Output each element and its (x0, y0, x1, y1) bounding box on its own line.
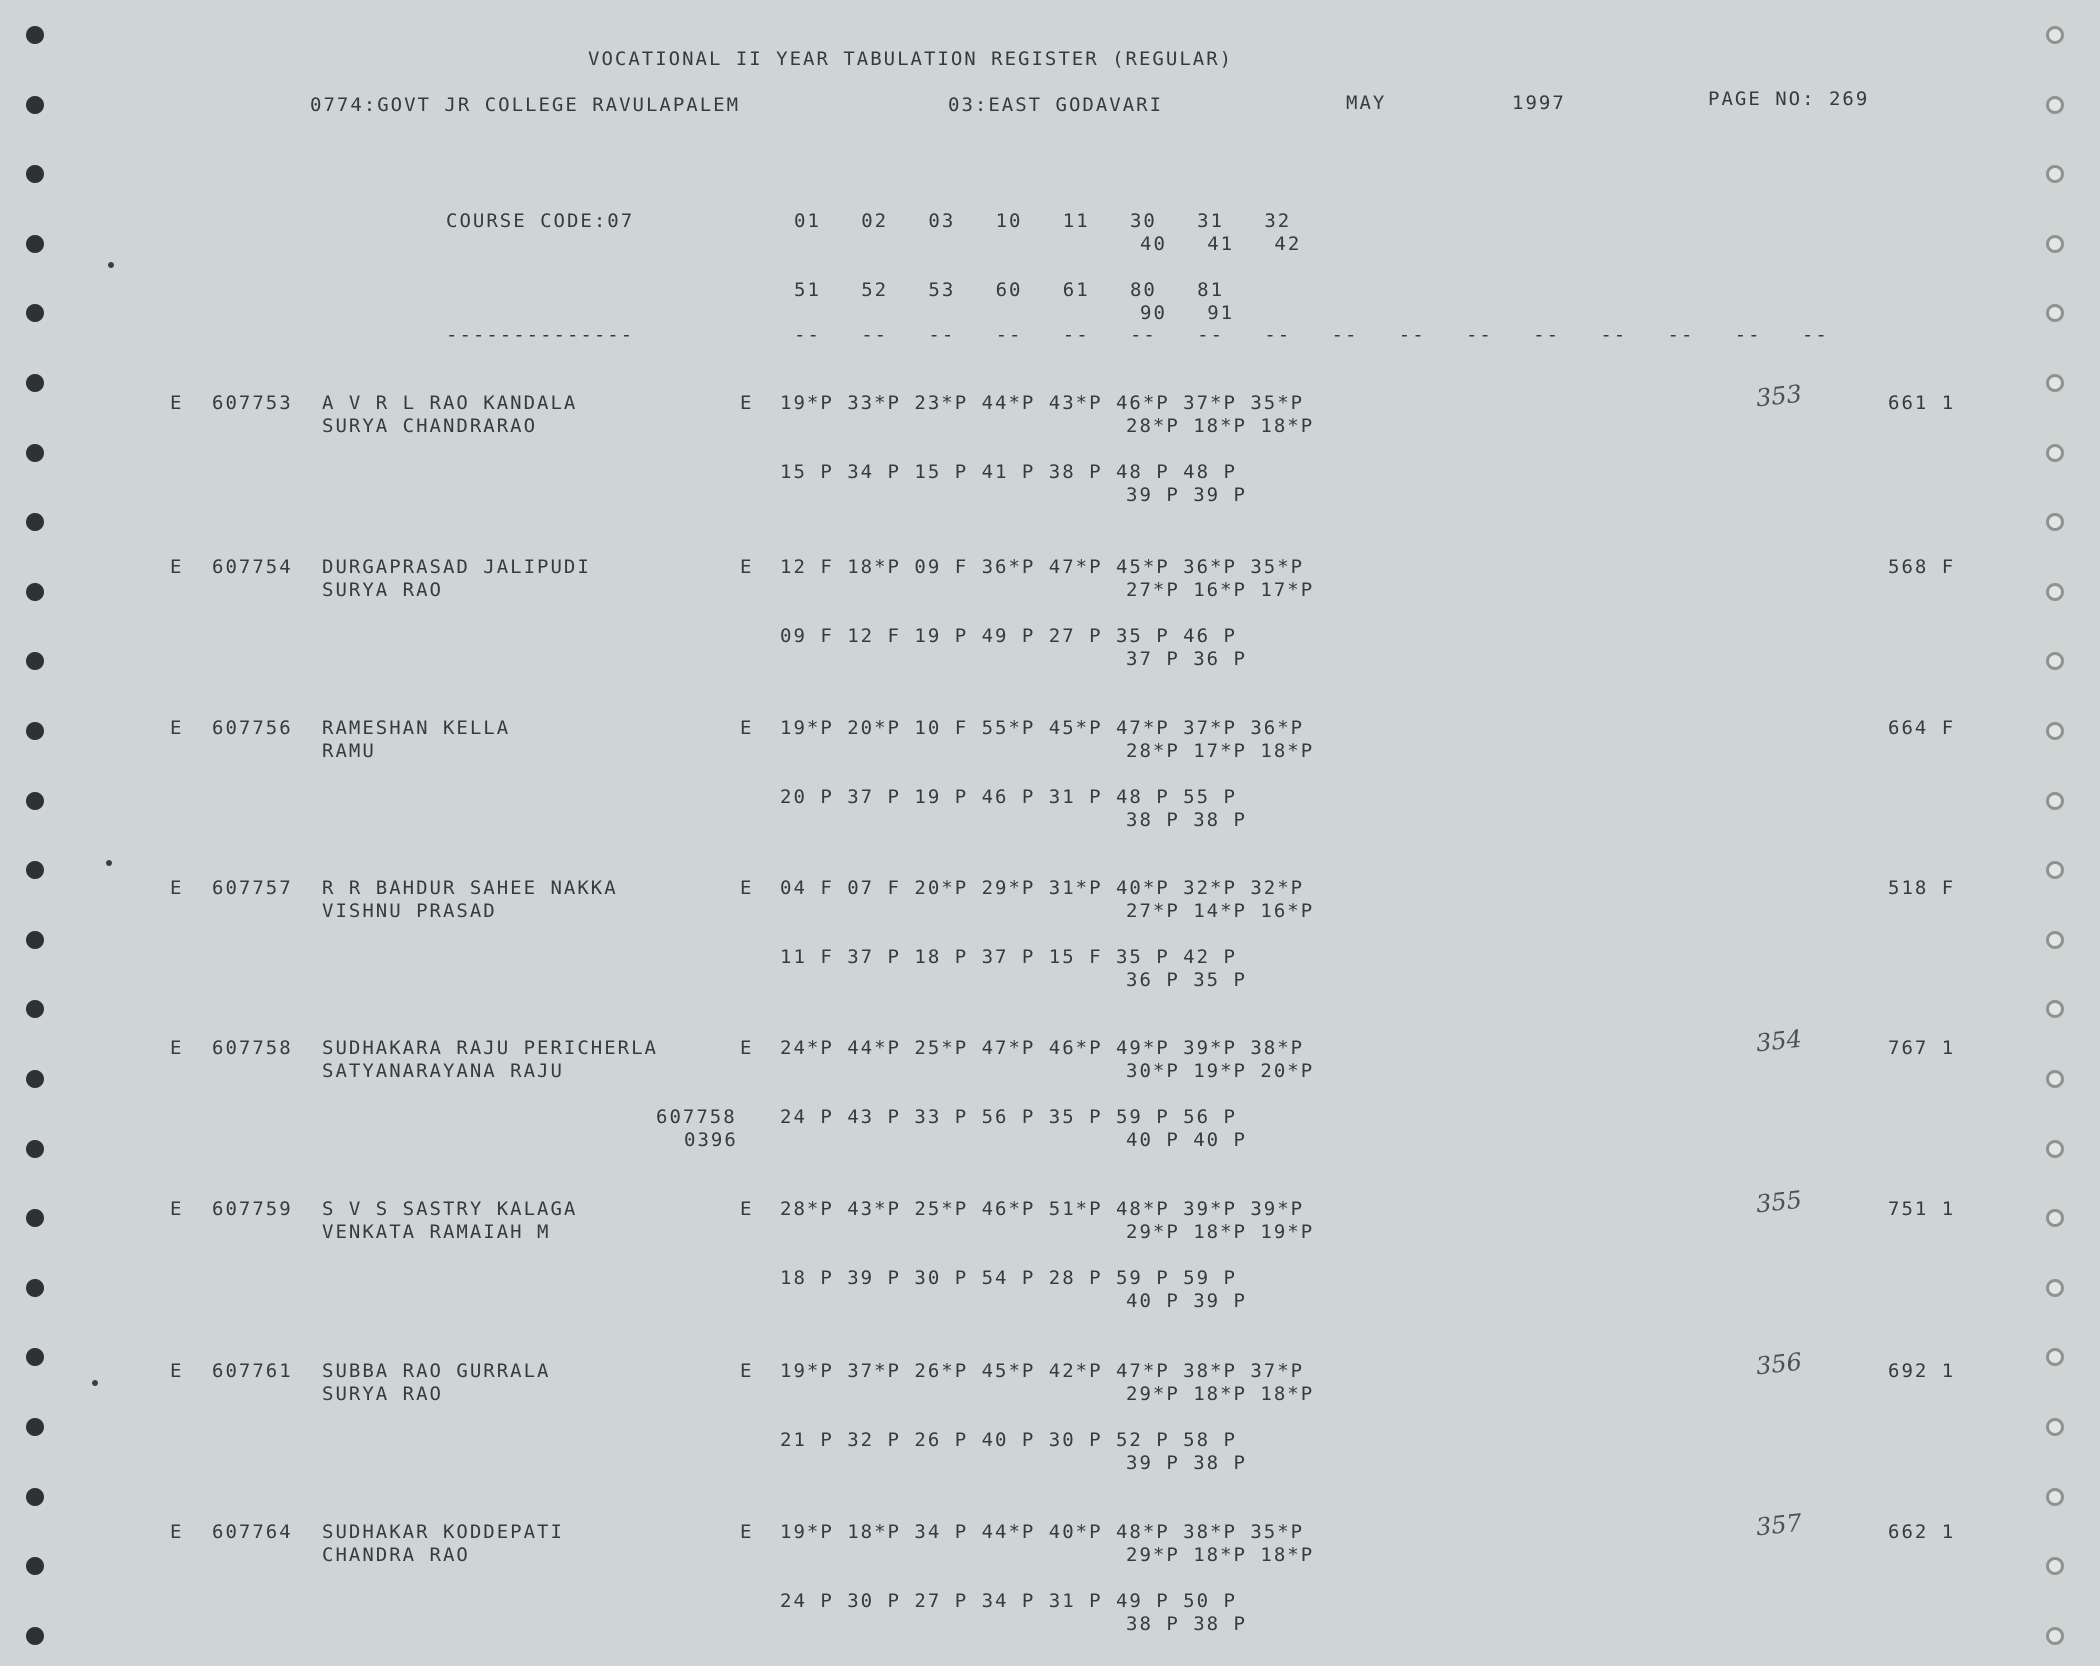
register-title: VOCATIONAL II YEAR TABULATION REGISTER (REGULAR) (588, 48, 1234, 70)
marks-second-line: 20 P 37 P 19 P 46 P 31 P 48 P 55 P (780, 786, 1237, 808)
sprocket-hole (26, 235, 44, 253)
group-code: E (740, 717, 754, 739)
sprocket-hole (26, 861, 44, 879)
sprocket-hole (2046, 1209, 2064, 1227)
marks-second-line: 24 P 43 P 33 P 56 P 35 P 59 P 56 P (780, 1106, 1237, 1128)
ink-spot (106, 860, 112, 866)
handwritten-serial-number: 354 (1754, 1024, 1804, 1058)
sprocket-hole (26, 1140, 44, 1158)
sprocket-hole (26, 1627, 44, 1645)
record-type: E (170, 556, 184, 578)
student-id: 607764 (212, 1521, 293, 1543)
marks-second-line-2: 40 P 39 P (1126, 1290, 1247, 1312)
father-name: SATYANARAYANA RAJU (322, 1060, 564, 1082)
ink-spot (108, 262, 114, 268)
student-name: RAMESHAN KELLA (322, 717, 511, 739)
sprocket-hole (26, 1557, 44, 1575)
sprocket-hole (26, 1000, 44, 1018)
marks-first-attempt-2: 28*P 18*P 18*P (1126, 415, 1315, 437)
group-code: E (740, 392, 754, 414)
subject-codes-row1: 01 02 03 10 11 30 31 32 (794, 210, 1292, 232)
sprocket-hole (26, 513, 44, 531)
student-name: R R BAHDUR SAHEE NAKKA (322, 877, 618, 899)
record-type: E (170, 877, 184, 899)
record-type: E (170, 1360, 184, 1382)
district-name: 03:EAST GODAVARI (948, 94, 1164, 116)
handwritten-serial-number: 356 (1754, 1347, 1804, 1381)
student-id: 607756 (212, 717, 293, 739)
sprocket-hole (2046, 792, 2064, 810)
marks-first-attempt-2: 29*P 18*P 18*P (1126, 1544, 1315, 1566)
sprocket-hole (2046, 235, 2064, 253)
record-type: E (170, 717, 184, 739)
student-id: 607757 (212, 877, 293, 899)
previous-code: 0396 (684, 1129, 738, 1151)
group-code: E (740, 1037, 754, 1059)
sprocket-hole (2046, 583, 2064, 601)
father-name: SURYA RAO (322, 1383, 443, 1405)
sprocket-hole (26, 652, 44, 670)
exam-year: 1997 (1512, 92, 1566, 114)
course-code: COURSE CODE:07 (446, 210, 635, 232)
header-rule-columns: -- -- -- -- -- -- -- -- -- -- -- -- -- -- -- -- (794, 324, 1829, 346)
student-name: S V S SASTRY KALAGA (322, 1198, 578, 1220)
sprocket-hole (26, 1348, 44, 1366)
sprocket-hole (2046, 1627, 2064, 1645)
total-and-result: 662 1 (1888, 1521, 1956, 1543)
sprocket-hole (26, 26, 44, 44)
student-name: A V R L RAO KANDALA (322, 392, 578, 414)
sprocket-hole (26, 1488, 44, 1506)
sprocket-hole (26, 374, 44, 392)
total-and-result: 664 F (1888, 717, 1956, 739)
sprocket-hole (2046, 1348, 2064, 1366)
record-type: E (170, 1198, 184, 1220)
college-name: 0774:GOVT JR COLLEGE RAVULAPALEM (310, 94, 741, 116)
sprocket-hole (2046, 444, 2064, 462)
marks-first-attempt: 28*P 43*P 25*P 46*P 51*P 48*P 39*P 39*P (780, 1198, 1305, 1220)
marks-second-line-2: 39 P 39 P (1126, 484, 1247, 506)
marks-second-line-2: 39 P 38 P (1126, 1452, 1247, 1474)
record-type: E (170, 1037, 184, 1059)
father-name: SURYA RAO (322, 579, 443, 601)
sprocket-hole (26, 1070, 44, 1088)
student-id: 607759 (212, 1198, 293, 1220)
marks-first-attempt-2: 28*P 17*P 18*P (1126, 740, 1315, 762)
marks-second-line: 24 P 30 P 27 P 34 P 31 P 49 P 50 P (780, 1590, 1237, 1612)
marks-first-attempt-2: 27*P 16*P 17*P (1126, 579, 1315, 601)
total-and-result: 767 1 (1888, 1037, 1956, 1059)
exam-month: MAY (1346, 92, 1387, 114)
marks-first-attempt: 19*P 33*P 23*P 44*P 43*P 46*P 37*P 35*P (780, 392, 1305, 414)
sprocket-hole (2046, 1557, 2064, 1575)
student-name: SUDHAKAR KODDEPATI (322, 1521, 564, 1543)
total-and-result: 751 1 (1888, 1198, 1956, 1220)
group-code: E (740, 1521, 754, 1543)
sprocket-hole (2046, 1488, 2064, 1506)
marks-second-line-2: 36 P 35 P (1126, 969, 1247, 991)
marks-first-attempt: 19*P 37*P 26*P 45*P 42*P 47*P 38*P 37*P (780, 1360, 1305, 1382)
marks-second-line-2: 38 P 38 P (1126, 1613, 1247, 1635)
marks-first-attempt-2: 29*P 18*P 18*P (1126, 1383, 1315, 1405)
marks-first-attempt: 12 F 18*P 09 F 36*P 47*P 45*P 36*P 35*P (780, 556, 1305, 578)
sprocket-hole (2046, 513, 2064, 531)
previous-hall-ticket: 607758 (656, 1106, 737, 1128)
sprocket-hole (26, 792, 44, 810)
marks-second-line: 11 F 37 P 18 P 37 P 15 F 35 P 42 P (780, 946, 1237, 968)
student-id: 607761 (212, 1360, 293, 1382)
father-name: CHANDRA RAO (322, 1544, 470, 1566)
marks-second-line: 15 P 34 P 15 P 41 P 38 P 48 P 48 P (780, 461, 1237, 483)
sprocket-hole (2046, 374, 2064, 392)
marks-first-attempt-2: 27*P 14*P 16*P (1126, 900, 1315, 922)
marks-first-attempt-2: 30*P 19*P 20*P (1126, 1060, 1315, 1082)
marks-second-line: 21 P 32 P 26 P 40 P 30 P 52 P 58 P (780, 1429, 1237, 1451)
ink-spot (92, 1380, 98, 1386)
marks-second-line: 09 F 12 F 19 P 49 P 27 P 35 P 46 P (780, 625, 1237, 647)
group-code: E (740, 556, 754, 578)
total-and-result: 518 F (1888, 877, 1956, 899)
marks-second-line-2: 40 P 40 P (1126, 1129, 1247, 1151)
sprocket-hole (2046, 1000, 2064, 1018)
handwritten-serial-number: 357 (1754, 1508, 1804, 1542)
subject-codes-row2: 51 52 53 60 61 80 81 (794, 279, 1225, 301)
marks-first-attempt: 19*P 20*P 10 F 55*P 45*P 47*P 37*P 36*P (780, 717, 1305, 739)
marks-first-attempt: 04 F 07 F 20*P 29*P 31*P 40*P 32*P 32*P (780, 877, 1305, 899)
sprocket-hole (2046, 1418, 2064, 1436)
sprocket-hole (2046, 722, 2064, 740)
father-name: VISHNU PRASAD (322, 900, 497, 922)
record-type: E (170, 392, 184, 414)
sprocket-hole (2046, 1070, 2064, 1088)
marks-second-line: 18 P 39 P 30 P 54 P 28 P 59 P 59 P (780, 1267, 1237, 1289)
sprocket-hole (2046, 1140, 2064, 1158)
marks-first-attempt-2: 29*P 18*P 19*P (1126, 1221, 1315, 1243)
group-code: E (740, 1360, 754, 1382)
marks-second-line-2: 38 P 38 P (1126, 809, 1247, 831)
sprocket-hole (2046, 1279, 2064, 1297)
sprocket-hole (26, 165, 44, 183)
student-id: 607754 (212, 556, 293, 578)
sprocket-hole (2046, 652, 2064, 670)
group-code: E (740, 1198, 754, 1220)
sprocket-hole (2046, 931, 2064, 949)
total-and-result: 568 F (1888, 556, 1956, 578)
marks-first-attempt: 24*P 44*P 25*P 47*P 46*P 49*P 39*P 38*P (780, 1037, 1305, 1059)
sprocket-hole (26, 1418, 44, 1436)
record-type: E (170, 1521, 184, 1543)
father-name: VENKATA RAMAIAH M (322, 1221, 551, 1243)
subject-codes-row2-cont: 90 91 (1140, 302, 1235, 324)
sprocket-hole (2046, 861, 2064, 879)
handwritten-serial-number: 353 (1754, 379, 1804, 413)
student-name: SUDHAKARA RAJU PERICHERLA (322, 1037, 658, 1059)
student-id: 607758 (212, 1037, 293, 1059)
sprocket-hole (26, 722, 44, 740)
total-and-result: 661 1 (1888, 392, 1956, 414)
sprocket-hole (26, 444, 44, 462)
sprocket-hole (26, 304, 44, 322)
sprocket-hole (26, 1209, 44, 1227)
student-id: 607753 (212, 392, 293, 414)
father-name: RAMU (322, 740, 376, 762)
sprocket-hole (26, 931, 44, 949)
handwritten-serial-number: 355 (1754, 1185, 1804, 1219)
sprocket-hole (26, 1279, 44, 1297)
total-and-result: 692 1 (1888, 1360, 1956, 1382)
sprocket-hole (26, 96, 44, 114)
sprocket-hole (2046, 304, 2064, 322)
father-name: SURYA CHANDRARAO (322, 415, 538, 437)
student-name: DURGAPRASAD JALIPUDI (322, 556, 591, 578)
group-code: E (740, 877, 754, 899)
marks-first-attempt: 19*P 18*P 34 P 44*P 40*P 48*P 38*P 35*P (780, 1521, 1305, 1543)
sprocket-hole (2046, 26, 2064, 44)
sprocket-hole (26, 583, 44, 601)
subject-codes-row1-cont: 40 41 42 (1140, 233, 1302, 255)
page-number: PAGE NO: 269 (1708, 88, 1870, 110)
sprocket-hole (2046, 165, 2064, 183)
header-rule-label: -------------- (446, 324, 635, 346)
marks-second-line-2: 37 P 36 P (1126, 648, 1247, 670)
sprocket-hole (2046, 96, 2064, 114)
student-name: SUBBA RAO GURRALA (322, 1360, 551, 1382)
